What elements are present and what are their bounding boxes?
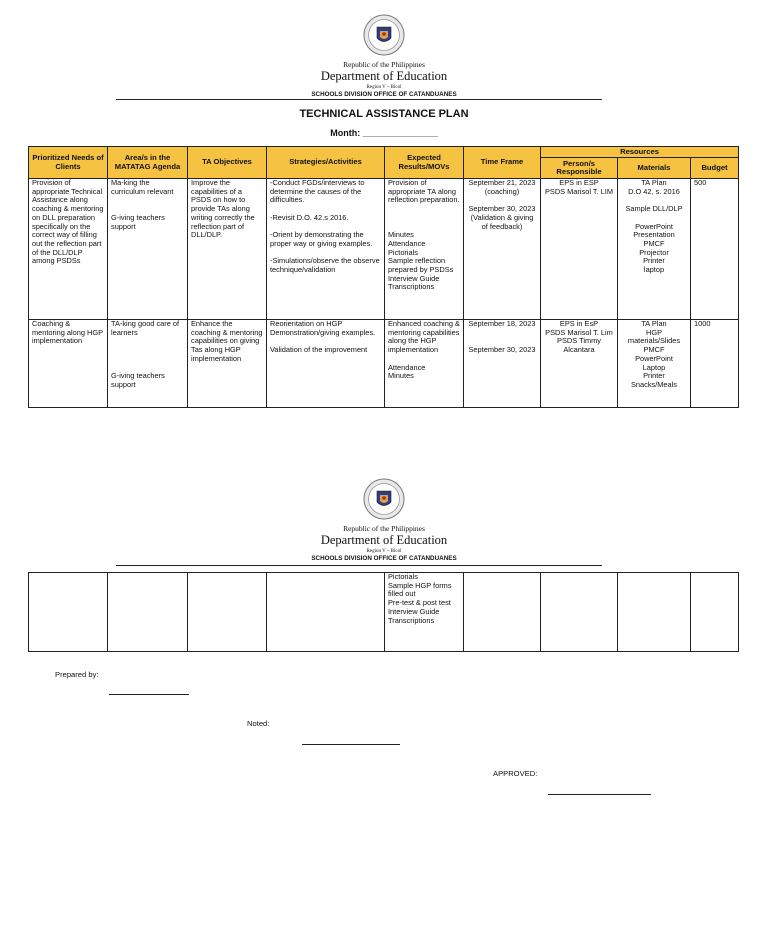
row2-strategies: Reorientation on HGP Demonstration/giving examples. Validation of the improvement <box>270 319 376 355</box>
header-areas: Area/s in the MATATAG Agenda <box>108 147 188 179</box>
division-label: SCHOOLS DIVISION OFFICE OF CATANDUANES <box>311 91 457 98</box>
row2-timeframe: September 18, 2023 September 30, 2023 <box>468 319 536 355</box>
header-materials: Materials <box>618 158 691 179</box>
deped-seal-icon <box>363 478 405 520</box>
row1-strategies: -Conduct FGDs/interviews to determine the causes of the difficulties. -Revisit D.O. 42.s 2016. -Orient by demonstrating the proper way or giving examples. -Simulations/observe the observe technique/validation <box>270 178 380 275</box>
approved-label: APPROVED: <box>493 769 538 778</box>
row1-needs: Provision of appropriate Technical Assistance along coaching & mentoring on DLL preparation specifically on the correct way of filling out the reflection part of the DLL/DLP among PSDSs <box>32 178 104 266</box>
row2-objectives: Enhance the coaching & mentoring capabilities on giving Tas along HGP implementation <box>191 319 263 363</box>
header-budget: Budget <box>691 158 739 179</box>
row1-objectives: Improve the capabilities of a PSDS on how to provide TAs along writing correctly the reflection part of DLL/DLP. <box>191 178 255 240</box>
page2-letterhead <box>0 524 768 563</box>
header-needs: Prioritized Needs of Clients <box>29 147 108 179</box>
noted-label: Noted: <box>247 719 270 728</box>
row2-materials: TA Plan HGP materials/Slides PMCF PowerPoint Laptop Printer Snacks/Meals <box>627 319 681 389</box>
approved-signature-line <box>548 794 651 795</box>
region-label: Region V – Bicol <box>366 549 402 554</box>
header-persons: Person/s Responsible <box>541 158 618 179</box>
department-label: Department of Education <box>320 69 448 83</box>
row2-areas: TA-king good care of learners G-iving teachers support <box>111 319 180 389</box>
continuation-table <box>28 572 739 652</box>
letterhead-divider <box>116 99 602 100</box>
row1-materials: TA Plan D.O 42, s. 2016 Sample DLL/DLP PowerPoint Presentation PMCF Projector Printer laptop <box>625 178 683 275</box>
row1-areas: Ma-king the curriculum relevant G-iving teachers support <box>111 178 174 231</box>
row2-results: Enhanced coaching & mentoring capabilities along the HGP implementation Attendance Minutes <box>388 319 460 381</box>
header-resources: Resources <box>541 147 739 158</box>
month-field: Month: _______________ <box>330 128 438 138</box>
row1-persons: EPS in ESP PSDS Marisol T. LIM <box>544 178 614 196</box>
header-results: Expected Results/MOVs <box>385 147 464 179</box>
table-row <box>29 573 739 652</box>
row2-persons: EPS in EsP PSDS Marisol T. Lim PSDS Timmy Alcantara <box>545 319 613 355</box>
row1-results: Provision of appropriate TA along reflection preparation. Minutes Attendance Pictorials Sample reflection prepared by PSDSs Interview Guide Transcriptions <box>388 178 460 292</box>
noted-signature-line <box>302 744 400 745</box>
technical-assistance-table <box>28 146 739 408</box>
table-row <box>29 320 739 408</box>
header-objectives: TA Objectives <box>188 147 267 179</box>
document-title: TECHNICAL ASSISTANCE PLAN <box>299 108 469 120</box>
row1-budget: 500 <box>694 178 707 187</box>
department-label: Department of Education <box>320 533 448 547</box>
table-row <box>29 179 739 320</box>
row1-timeframe: September 21, 2023 (coaching) September 30, 2023 (Validation & giving of feedback) <box>468 178 536 231</box>
letterhead-divider <box>116 565 602 566</box>
prepared-by-label: Prepared by: <box>55 670 99 679</box>
prepared-signature-line <box>109 694 189 695</box>
continuation-results: Pictorials Sample HGP forms filled out Pre-test & post test Interview Guide Transcriptions <box>388 572 452 625</box>
page1-letterhead <box>0 60 768 99</box>
header-timeframe: Time Frame <box>464 147 541 179</box>
region-label: Region V – Bicol <box>366 85 402 90</box>
division-label: SCHOOLS DIVISION OFFICE OF CATANDUANES <box>311 555 457 562</box>
deped-seal-icon <box>363 14 405 56</box>
row2-needs: Coaching & mentoring along HGP implementation <box>32 319 103 346</box>
row2-budget: 1000 <box>694 319 711 328</box>
republic-label: Republic of the Philippines <box>343 524 425 533</box>
header-strategies: Strategies/Activities <box>267 147 385 179</box>
republic-label: Republic of the Philippines <box>343 60 425 69</box>
